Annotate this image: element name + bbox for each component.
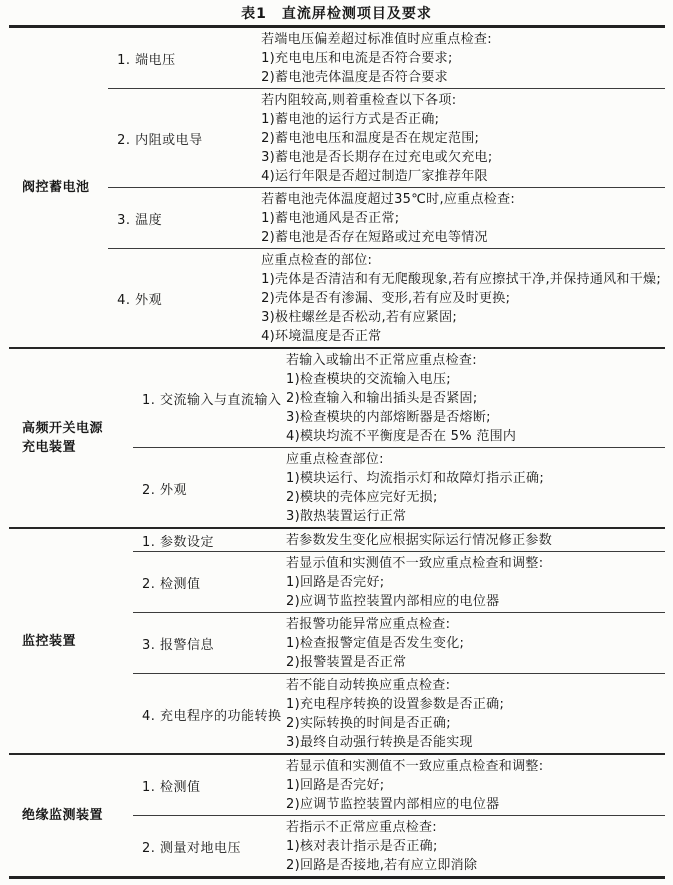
item-label: 1. 端电压 (117, 53, 176, 68)
table-section (9, 347, 665, 527)
requirement-line: 2)应调节监控装置内部相应的电位器 (286, 594, 500, 609)
requirement-line: 若显示值和实测值不一致应重点检查和调整: (286, 759, 544, 774)
requirement-line: 2)报警装置是否正常 (286, 655, 407, 670)
requirement-line: 4)环境温度是否正常 (261, 329, 382, 344)
item-label: 3. 报警信息 (142, 638, 215, 653)
item-label: 1. 参数设定 (142, 535, 215, 550)
item-label: 3. 温度 (117, 213, 163, 228)
requirement-line: 4)运行年限是否超过制造厂家推荐年限 (261, 169, 488, 184)
requirement-line: 应重点检查部位: (286, 452, 384, 467)
item-label: 1. 检测值 (142, 780, 201, 795)
requirements-cell (261, 91, 665, 186)
requirement-line: 2)回路是否接地,若有应立即消除 (286, 858, 478, 873)
table-row (108, 187, 665, 248)
item-label: 2. 内阻或电导 (117, 133, 203, 148)
requirement-line: 1)充电电压和电流是否符合要求; (261, 51, 453, 66)
requirement-line: 2)蓄电池电压和温度是否在规定范围; (261, 131, 480, 146)
item-label: 2. 测量对地电压 (142, 841, 242, 856)
requirement-line: 2)蓄电池是否存在短路或过充电等情况 (261, 230, 488, 245)
requirement-line: 2)实际转换的时间是否正确; (286, 716, 451, 731)
requirement-line: 2)检查输入和输出插头是否紧固; (286, 391, 478, 406)
category-cell (9, 349, 133, 527)
table-row (133, 612, 665, 673)
table-section (9, 527, 665, 753)
requirements-cell (286, 757, 665, 814)
table-row (108, 88, 665, 187)
category-label: 充电装置 (22, 440, 77, 455)
requirements-cell (261, 251, 665, 346)
requirement-line: 若不能自动转换应重点检查: (286, 678, 451, 693)
section-rows (133, 349, 665, 527)
requirement-line: 3)散热装置运行正常 (286, 509, 407, 524)
requirement-line: 2)应调节监控装置内部相应的电位器 (286, 797, 500, 812)
category-label: 监控装置 (22, 633, 77, 649)
requirement-line: 1)充电程序转换的设置参数是否正确; (286, 697, 505, 712)
requirement-line: 若显示值和实测值不一致应重点检查和调整: (286, 556, 544, 571)
requirement-line: 若端电压偏差超过标准值时应重点检查: (261, 32, 492, 47)
requirements-cell (261, 190, 665, 247)
table-section (9, 28, 665, 347)
category-cell (9, 755, 133, 876)
requirements-cell (261, 30, 665, 87)
table-row (133, 447, 665, 527)
requirements-cell (286, 554, 665, 611)
requirement-line: 应重点检查的部位: (261, 253, 373, 268)
section-rows (133, 755, 665, 876)
table-section (9, 753, 665, 876)
requirement-line: 3)检查模块的内部熔断器是否熔断; (286, 410, 491, 425)
item-label: 4. 外观 (117, 293, 163, 308)
requirements-cell (286, 450, 665, 526)
category-label: 绝缘监测装置 (22, 808, 104, 823)
item-label: 4. 充电程序的功能转换 (142, 708, 282, 724)
requirement-line: 若蓄电池壳体温度超过35℃时,应重点检查: (261, 192, 516, 207)
requirement-line: 3)极柱螺丝是否松动,若有应紧固; (261, 310, 458, 325)
requirement-line: 1)回路是否完好; (286, 778, 385, 793)
requirement-line: 1)检查模块的交流输入电压; (286, 372, 451, 387)
page-title: 表1 直流屏检测项目及要求 (241, 6, 432, 22)
requirement-line: 1)回路是否完好; (286, 575, 385, 590)
requirements-cell (286, 351, 665, 446)
requirement-line: 2)壳体是否有渗漏、变形,若有应及时更换; (261, 291, 511, 306)
category-label: 阀控蓄电池 (22, 180, 90, 195)
requirement-line: 1)检查报警定值是否发生变化; (286, 636, 465, 651)
item-label: 1. 交流输入与直流输入 (142, 393, 282, 408)
category-cell (9, 28, 108, 347)
item-label: 2. 外观 (142, 482, 188, 498)
requirement-line: 若指示不正常应重点检查: (286, 820, 437, 835)
table-row (133, 815, 665, 876)
requirement-line: 1)蓄电池通风是否正常; (261, 211, 400, 226)
table-row (133, 551, 665, 612)
table-row (108, 248, 665, 347)
requirement-line: 若参数发生变化应根据实际运行情况修正参数 (286, 533, 553, 548)
requirement-line: 3)最终自动强行转换是否能实现 (286, 735, 473, 750)
requirements-cell (286, 818, 665, 875)
requirement-line: 2)模块的壳体应完好无损; (286, 490, 438, 505)
requirement-line: 若输入或输出不正常应重点检查: (286, 353, 477, 368)
requirement-line: 若内阻较高,则着重检查以下各项: (261, 93, 457, 108)
section-rows (133, 529, 665, 753)
table-row (133, 755, 665, 815)
table-row (133, 529, 665, 551)
table-row (133, 349, 665, 447)
requirement-line: 4)模块均流不平衡度是否在 5% 范围内 (286, 429, 517, 444)
category-label: 高频开关电源 (22, 421, 104, 436)
inspection-table (9, 25, 665, 879)
requirements-cell (286, 676, 665, 752)
table-row (108, 28, 665, 88)
category-cell (9, 529, 133, 753)
requirement-line: 1)蓄电池的运行方式是否正确; (261, 112, 440, 127)
item-label: 2. 检测值 (142, 577, 201, 592)
requirement-line: 1)核对表计指示是否正确; (286, 839, 438, 854)
requirements-cell (286, 615, 665, 672)
requirement-line: 2)蓄电池壳体温度是否符合要求 (261, 70, 448, 85)
requirement-line: 1)模块运行、均流指示灯和故障灯指示正确; (286, 471, 545, 486)
table-row (133, 673, 665, 753)
requirements-cell (286, 531, 665, 550)
requirement-line: 1)壳体是否清洁和有无爬酸现象,若有应擦拭干净,并保持通风和干燥; (261, 272, 661, 287)
section-rows (108, 28, 665, 347)
requirement-line: 若报警功能异常应重点检查: (286, 617, 451, 632)
requirement-line: 3)蓄电池是否长期存在过充电或欠充电; (261, 150, 493, 165)
